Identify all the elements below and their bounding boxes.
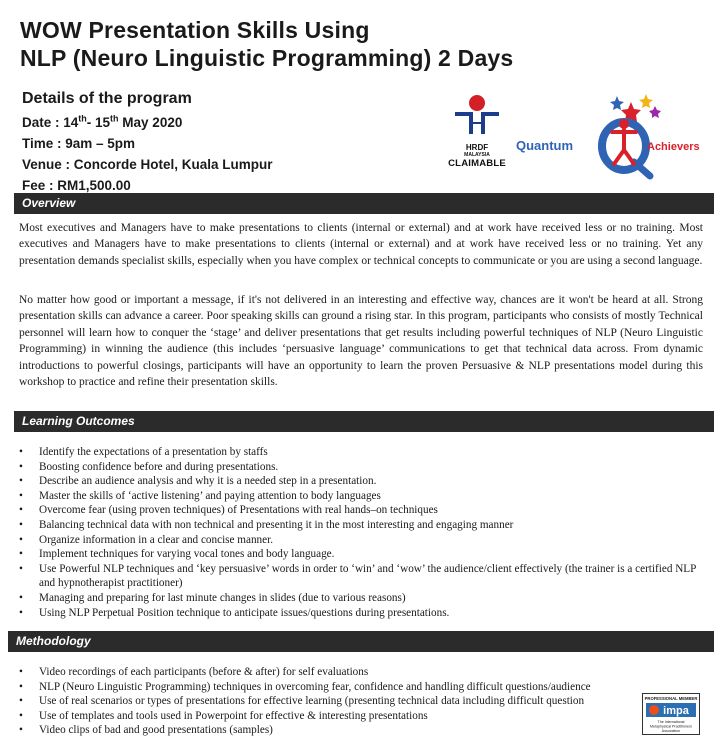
program-details	[22, 88, 422, 196]
details-time: Time : 9am – 5pm	[22, 136, 136, 151]
list-item: • Implement techniques for varying vocal tones and body language.	[19, 547, 707, 562]
list-item: • Use of templates and tools used in Powerpoint for effective & interesting presentations	[19, 709, 659, 724]
list-item: • Describe an audience analysis and why it is a needed step in a presentation.	[19, 474, 707, 489]
list-item: • Use Powerful NLP techniques and ‘key persuasive’ words in order to ‘win’ and ‘wow’ the audience/client effectively (the trainer is a certified NLP and hypnotherapist practitioner)	[19, 562, 707, 591]
title-line-2: NLP (Neuro Linguistic Programming) 2 Days	[20, 45, 514, 71]
list-item: • Use of real scenarios or types of presentations for effective learning (presenting technical data including difficult question	[19, 694, 659, 709]
overview-paragraph-2: No matter how good or important a message, if it's not delivered in an interesting and effective way, chances are it won't be heard at all. Strong presentation skills can advance a career. Poor speaking skills can ground a rising star. In this program, participants who consists of mostly Technical personnel will learn how to conquer the ‘stage’ and deliver presentations that get results including powerful techniques of NLP (Neuro Linguistic Programming) in winning the audience (this includes ‘persuasive language’ communications to get that technical data across. From dynamic introductions to powerful closings, participants will have an opportunity to learn the proven Persuasive & NLP presentations model during this workshop to practice and refine their presentation skills.	[19, 294, 703, 389]
methodology-bar: Methodology	[8, 631, 714, 652]
svg-text:The International: The International	[657, 720, 685, 724]
list-item: • Video clips of bad and good presentations (samples)	[19, 723, 659, 738]
page-title	[20, 16, 620, 72]
list-item: • Using NLP Perpetual Position technique to anticipate issues/questions during presentations.	[19, 606, 707, 621]
svg-text:PROFESSIONAL MEMBER: PROFESSIONAL MEMBER	[644, 696, 698, 701]
list-item: • Organize information in a clear and concise manner.	[19, 533, 707, 548]
list-item: • Master the skills of ‘active listening’ and paying attention to body languages	[19, 489, 707, 504]
star-icon-blue	[610, 96, 624, 110]
learning-outcomes-list	[19, 445, 707, 620]
svg-text:Association: Association	[661, 729, 681, 733]
quantum-achievers-logo	[516, 88, 712, 180]
details-fee: Fee : RM1,500.00	[22, 178, 131, 193]
hrdf-acronym: HRDF	[465, 143, 489, 152]
details-date: Date : 14th- 15th May 2020	[22, 113, 183, 130]
svg-text:Metaphysical Practitioners: Metaphysical Practitioners	[650, 724, 692, 729]
hrdf-emblem-icon	[453, 94, 501, 138]
list-item: • Identify the expectations of a presentation by staffs	[19, 445, 707, 460]
svg-text:impa: impa	[663, 705, 689, 717]
hrdf-claimable-logo	[444, 94, 510, 174]
list-item: • Overcome fear (using proven techniques) of Presentations with real hands–on techniques	[19, 503, 707, 518]
hrdf-claimable: CLAIMABLE	[448, 158, 506, 169]
figure-head-icon	[619, 119, 629, 129]
quantum-word: Quantum	[516, 138, 574, 153]
details-heading: Details of the program	[22, 90, 192, 107]
overview-bar: Overview	[14, 193, 714, 214]
list-item: • Managing and preparing for last minute changes in slides (due to various reasons)	[19, 591, 707, 606]
learning-outcomes-bar: Learning Outcomes	[14, 411, 714, 432]
title-line-1: WOW Presentation Skills Using	[20, 17, 370, 43]
impa-emblem-icon	[649, 705, 659, 715]
details-venue: Venue : Concorde Hotel, Kuala Lumpur	[22, 157, 273, 172]
list-item: • NLP (Neuro Linguistic Programming) techniques in overcoming fear, confidence and handling difficult questions/audience	[19, 680, 659, 695]
star-icon-purple	[649, 106, 661, 118]
methodology-list	[19, 665, 659, 738]
list-item: • Boosting confidence before and during presentations.	[19, 460, 707, 475]
impa-member-badge	[642, 693, 700, 735]
list-item: • Video recordings of each participants (before & after) for self evaluations	[19, 665, 659, 680]
list-item: • Balancing technical data with non technical and presenting it in the most interesting and engaging manner	[19, 518, 707, 533]
overview-paragraph-1: Most executives and Managers have to make presentations to clients (internal or external) and at work have received less or no training. Most executives and Managers have to make presentations to clients (internal or external) and at work have received less or no training. Yet any presentation demands specialist skills, especially when you have complex or technical concepts to communicate or you are using a second language.	[19, 222, 703, 267]
hrdf-sub: MALAYSIA	[464, 152, 490, 158]
achievers-word: Achievers	[647, 141, 700, 153]
star-icon-yellow	[639, 94, 653, 108]
